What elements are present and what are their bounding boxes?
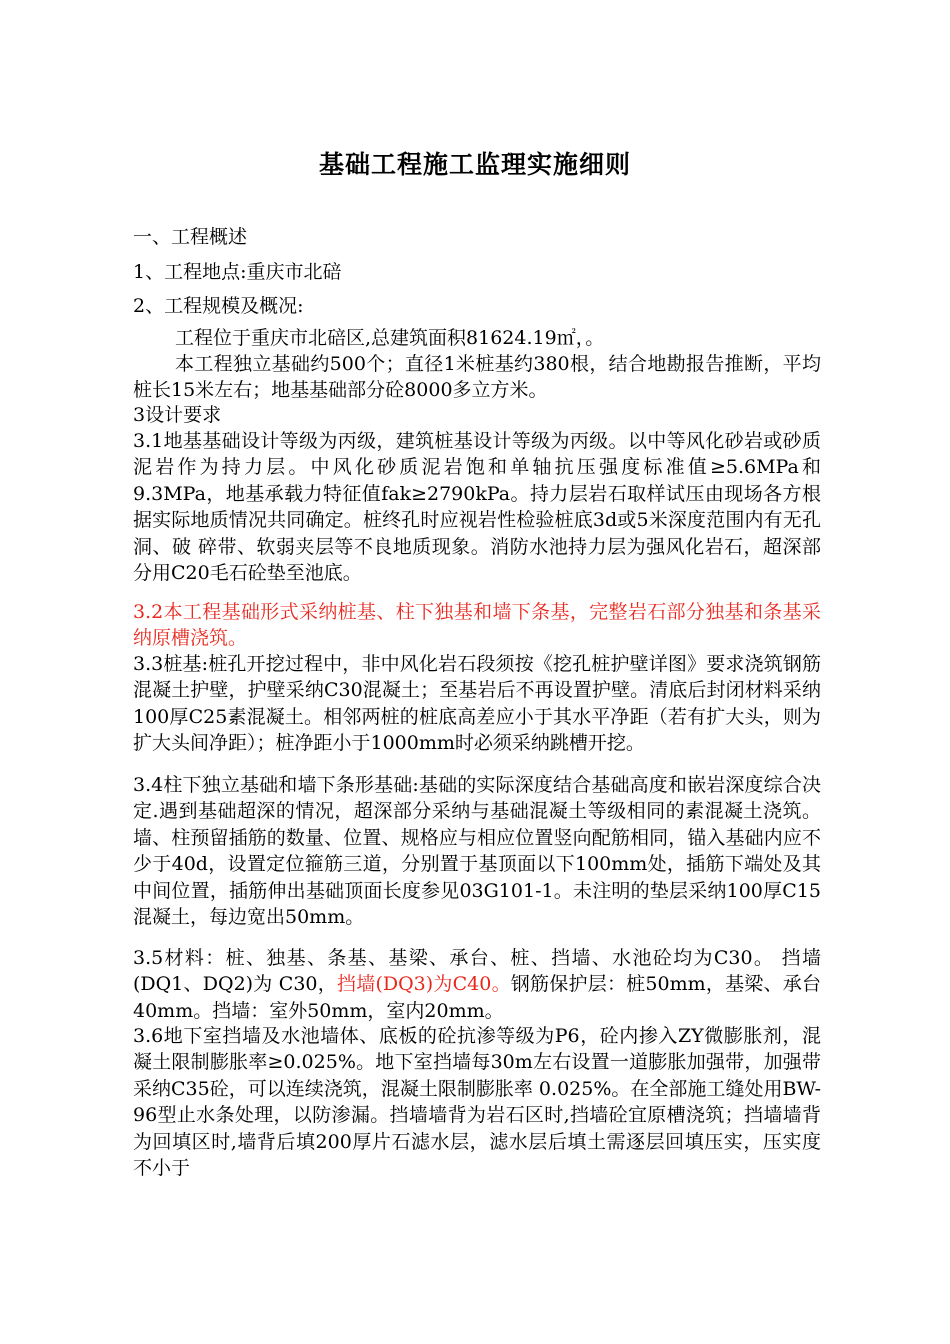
section-heading-design: 3设计要求 xyxy=(133,404,222,426)
paragraph-3-6: 3.6地下室挡墙及水池墙体、底板的砼抗渗等级为P6，砼内掺入ZY微膨胀剂，混凝土限制膨胀率≥0.025%。地下室挡墙每30m左右设置一道膨胀加强带，加强带采纳C35砼，可以连续浇筑，混凝土限制膨胀率 0.025%。在全部施工缝处用BW-96型止水条处理，以防渗漏。挡墙墙背为岩石区时,挡墙砼宜原槽浇筑；挡墙墙背为回填区时,墙背后填200厚片石滤水层，滤水层后填土需逐层回填压实，压实度不小于 xyxy=(133,1025,821,1180)
paragraph-area: 工程位于重庆市北碚区,总建筑面积81624.19㎡，。 xyxy=(175,327,605,349)
paragraph-3-5-part-b: 钢筋保护层：桩50mm，基梁、承台 40mm。挡墙：室外50mm，室内20mm。 xyxy=(133,973,821,1022)
paragraph-3-5-highlight: 挡墙(DQ3)为C40。 xyxy=(336,973,511,996)
item-project-scale: 2、工程规模及概况: xyxy=(133,295,304,317)
paragraph-3-5 xyxy=(133,945,821,1024)
paragraph-3-2: 3.2本工程基础形式采纳桩基、柱下独基和墙下条基，完整岩石部分独基和条基采纳原槽浇筑。 xyxy=(133,601,821,650)
section-heading-overview: 一、工程概述 xyxy=(133,226,248,248)
paragraph-3-3: 3.3桩基:桩孔开挖过程中，非中风化岩石段须按《挖孔桩护壁详图》要求浇筑钢筋混凝土护壁，护壁采纳C30混凝土；至基岩后不再设置护壁。清底后封闭材料采纳100厚C25素混凝土。相邻两桩的桩底高差应小于其水平净距（若有扩大头，则为扩大头间净距）；桩净距小于1000mm时必须采纳跳槽开挖。 xyxy=(133,653,821,755)
paragraph-3-5-part-a: 3.5材料：桩、独基、条基、基梁、承台、桩、挡墙、水池砼均为C30。 挡墙(DQ1、DQ2)为 C30， xyxy=(133,947,821,996)
paragraph-foundation-count: 本工程独立基础约500个；直径1米桩基约380根，结合地勘报告推断，平均桩长15米左右；地基基础部分砼8000多立方米。 xyxy=(133,353,821,402)
item-project-location: 1、工程地点:重庆市北碚 xyxy=(133,261,342,283)
paragraph-3-4: 3.4柱下独立基础和墙下条形基础:基础的实际深度结合基础高度和嵌岩深度综合决定.遇到基础超深的情况，超深部分采纳与基础混凝土等级相同的素混凝土浇筑。墙、柱预留插筋的数量、位置、规格应与相应位置竖向配筋相同，锚入基础内应不少于40d，设置定位箍筋三道，分别置于基顶面以下100mm处，插筋下端处及其中间位置，插筋伸出基础顶面长度参见03G101-1。未注明的垫层采纳100厚C15混凝土，每边宽出50mm。 xyxy=(133,774,821,929)
page-title: 基础工程施工监理实施细则 xyxy=(318,150,631,179)
paragraph-3-1: 3.1地基基础设计等级为丙级，建筑桩基设计等级为丙级。以中等风化砂岩或砂质泥岩作为持力层。中风化砂质泥岩饱和单轴抗压强度标准值≥5.6MPa和9.3MPa，地基承载力特征值fak≥2790kPa。持力层岩石取样试压由现场各方根据实际地质情况共同确定。桩终孔时应视岩性检验桩底3d或5米深度范围内有无孔洞、破 碎带、软弱夹层等不良地质现象。消防水池持力层为强风化岩石，超深部分用C20毛石砼垫至池底。 xyxy=(133,430,821,585)
